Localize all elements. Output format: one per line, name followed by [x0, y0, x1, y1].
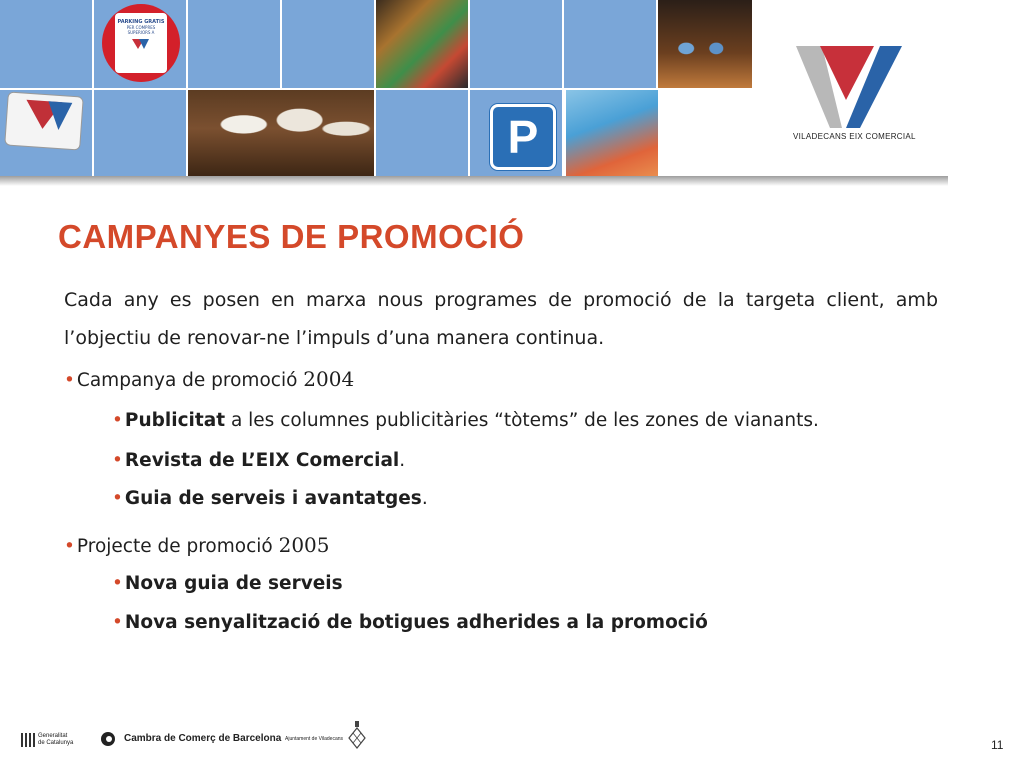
cambra-logo-icon	[100, 731, 116, 747]
item-bold: Revista de L’EIX Comercial	[124, 450, 400, 471]
item-text: .	[399, 450, 406, 471]
campaign-year: 2004	[303, 367, 355, 391]
bullet-icon: •	[112, 488, 123, 509]
banner-tile	[282, 0, 374, 88]
campaign-year: 2005	[278, 533, 330, 557]
generalitat-text	[38, 733, 73, 747]
shop-photo	[376, 0, 468, 88]
viladecans-shield-icon	[348, 721, 366, 749]
campaign-label: Campanya de promoció	[76, 370, 304, 391]
banner-tile	[470, 0, 562, 88]
banner-tile	[376, 90, 468, 176]
intro-paragraph: Cada any es posen en marxa nous programes de promoció de la targeta client, amb l’objectiu de renovar-ne l’impuls d’una manera continua.	[64, 289, 938, 349]
list-item	[112, 410, 819, 431]
poster-bag-icon	[115, 13, 167, 73]
banner-tile	[564, 0, 656, 88]
mini-logo-icon	[132, 39, 150, 49]
campaign-label: Projecte de promoció	[76, 536, 279, 557]
campaign-heading	[64, 367, 354, 391]
banner-tile	[188, 0, 280, 88]
market-photo	[188, 90, 374, 176]
parking-poster	[102, 4, 180, 82]
item-text: a les columnes publicitàries “tòtems” de les zones de vianants.	[225, 410, 819, 431]
parking-sign-tile	[470, 90, 562, 176]
parking-icon: P	[490, 104, 556, 170]
campaign-heading	[64, 533, 330, 557]
list-item	[112, 488, 428, 509]
bullet-icon: •	[64, 370, 75, 391]
bullet-icon: •	[112, 573, 123, 594]
generalitat-line1: Generalitat	[38, 733, 68, 739]
generalitat-line2: de Catalunya	[38, 740, 74, 746]
page-title: CAMPANYES DE PROMOCIÓ	[58, 218, 525, 255]
item-bold: Guia de serveis i avantatges	[124, 488, 422, 509]
fashion-show-photo	[658, 0, 752, 88]
page-number: 11	[991, 738, 1004, 752]
item-bold: Publicitat	[124, 410, 226, 431]
magazine-photo	[566, 90, 658, 176]
cambra-text: Cambra de Comerç de Barcelona	[124, 733, 282, 744]
logo-text: VILADECANS EIX COMERCIAL	[793, 132, 916, 141]
list-item	[112, 573, 343, 594]
parking-poster-tile	[94, 0, 186, 88]
card-blue-triangle	[46, 101, 72, 131]
bullet-icon: •	[112, 450, 123, 471]
banner-divider	[0, 176, 948, 186]
bullet-icon: •	[64, 536, 75, 557]
card-tile	[0, 90, 92, 176]
banner-tile	[0, 0, 92, 88]
banner-tile	[94, 90, 186, 176]
poster-line1: PARKING GRATIS	[117, 19, 165, 25]
poster-line2: PER COMPRES SUPERIORS A	[126, 25, 156, 35]
item-bold: Nova senyalització de botigues adherides a la promoció	[124, 612, 708, 633]
item-text: .	[421, 488, 428, 509]
ajuntament-text: Ajuntament de Viladecans	[285, 736, 344, 742]
list-item	[112, 612, 708, 633]
bullet-icon: •	[112, 410, 123, 431]
client-card-image	[4, 91, 84, 150]
generalitat-logo-icon	[21, 732, 35, 748]
bullet-icon: •	[112, 612, 123, 633]
list-item	[112, 450, 405, 471]
item-bold: Nova guia de serveis	[124, 573, 343, 594]
